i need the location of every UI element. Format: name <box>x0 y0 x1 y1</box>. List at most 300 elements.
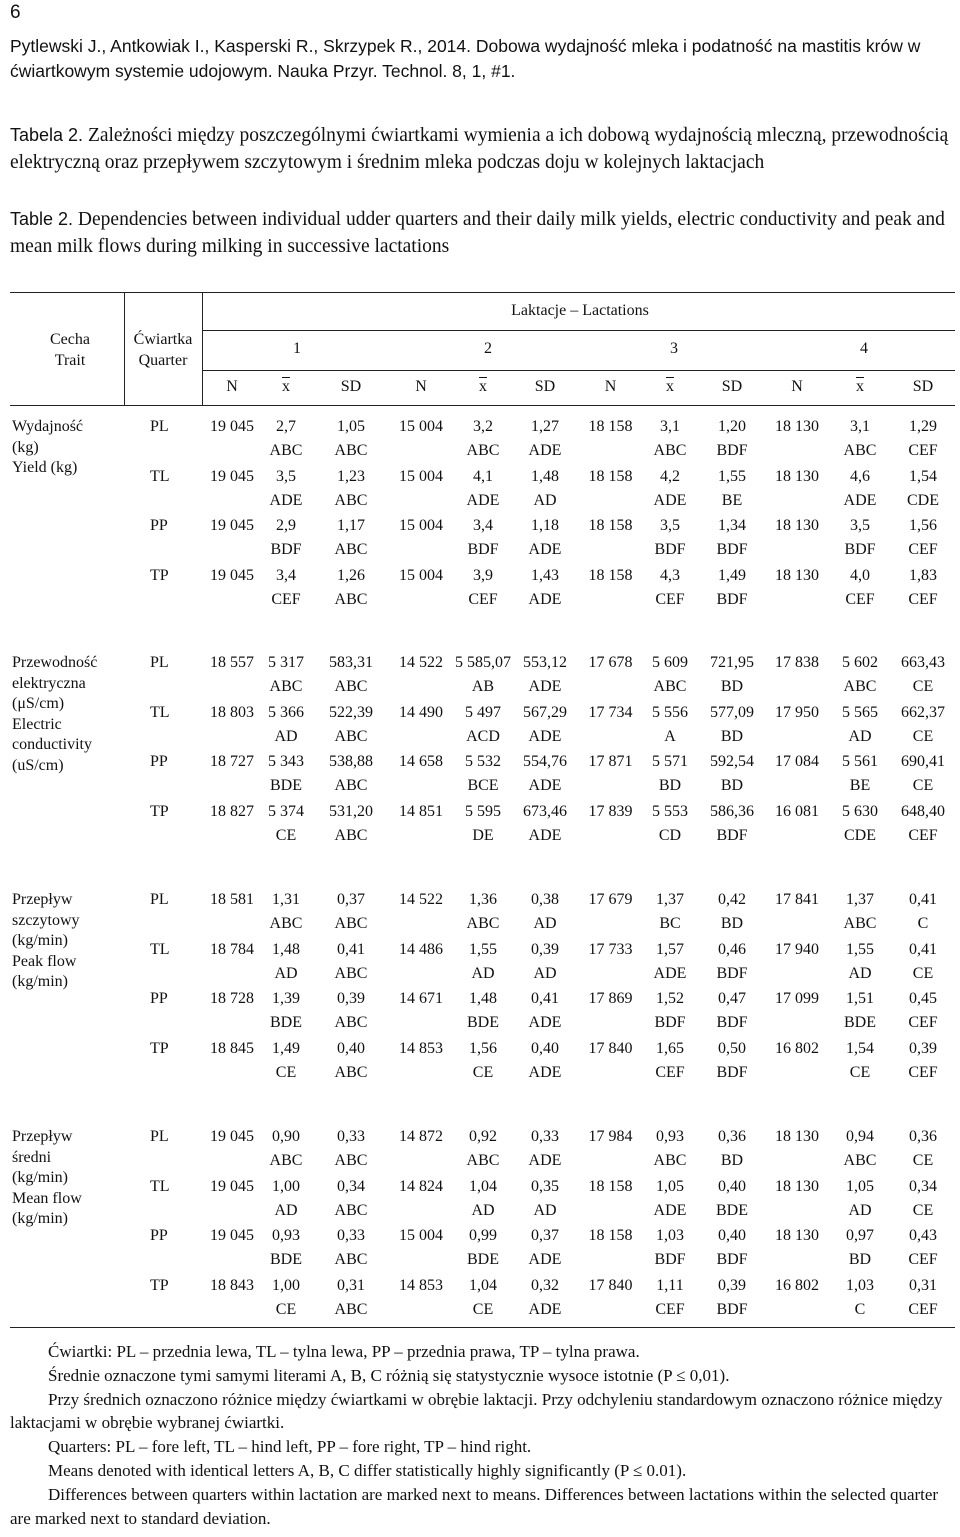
table-cell-letters: ABC <box>269 442 303 459</box>
table-cell-value: 648,40 <box>901 802 945 820</box>
table-cell-letters: CE <box>275 1300 297 1318</box>
table-cell-letters: BDE <box>270 1251 302 1268</box>
table-cell-letters: CEF <box>271 590 301 608</box>
table-cell-letters: CE <box>912 777 934 794</box>
table-cell-value: 17 678 <box>588 654 633 671</box>
table-cell-value: 15 004 <box>399 566 443 584</box>
table-cell-letters: BDF <box>654 541 686 558</box>
table-cell-value: 14 872 <box>399 1128 443 1145</box>
table-cell-value: 0,31 <box>909 1276 937 1294</box>
table-cell-value: 0,40 <box>531 1039 559 1057</box>
table-cell-letters: CEF <box>908 826 938 844</box>
table-cell-value: 18 130 <box>775 1128 819 1145</box>
table-cell-letters: ABC <box>843 678 877 695</box>
table-cell-value: 3,5 <box>850 517 870 534</box>
table-cell-letters: CEF <box>655 590 685 608</box>
table-cell-letters: ABC <box>466 1152 500 1169</box>
table-cell-value: 3,5 <box>660 517 680 534</box>
table-cell-value: 19 045 <box>210 517 254 534</box>
column-label: SD <box>912 378 934 395</box>
table-cell-value: 15 004 <box>399 467 443 485</box>
trait-label: elektryczna <box>12 674 86 692</box>
table-cell-letters: AD <box>274 727 298 745</box>
table-cell-value: 1,48 <box>531 467 559 485</box>
table-cell-value: 0,40 <box>718 1177 746 1195</box>
table-cell-letters: CE <box>912 727 934 745</box>
table-cell-value: 0,40 <box>718 1227 746 1244</box>
table-cell-letters: CEF <box>908 1251 938 1268</box>
footnote: Means denoted with identical letters A, B, C differ statistically highly significantly (P ≤ 0.01). <box>48 1460 687 1480</box>
table-cell-letters: AD <box>848 727 872 745</box>
table-cell-value: 0,93 <box>272 1227 300 1244</box>
column-label: SD <box>721 378 743 395</box>
quarter-label: TL <box>150 467 170 485</box>
table-cell-value: 1,11 <box>656 1276 684 1294</box>
table-cell-letters: CD <box>658 826 682 844</box>
table-cell-value: 662,37 <box>901 703 945 721</box>
column-label: N <box>604 378 617 395</box>
table-cell-letters: CEF <box>845 590 875 608</box>
table-cell-letters: BDF <box>654 1251 686 1268</box>
table-cell-value: 1,34 <box>718 517 746 534</box>
table-cell-letters: CEF <box>908 442 938 459</box>
footnote: Przy średnich oznaczono różnice między ćwiartkami w obrębie laktacji. Przy odchyleniu standardowym oznaczono różnice między laktacjami w obrębie wybranej ćwiartki. <box>10 1389 943 1433</box>
table-cell-letters: ABC <box>334 964 368 982</box>
table-cell-value: 18 130 <box>775 1177 819 1195</box>
lactation-numbers-rule <box>203 370 955 371</box>
quarter-label: PP <box>150 1227 168 1244</box>
table-cell-value: 1,36 <box>469 891 497 908</box>
table-cell-letters: BE <box>721 491 743 509</box>
table-cell-value: 18 130 <box>775 566 819 584</box>
table-cell-value: 5 556 <box>652 703 688 721</box>
table-cell-letters: BDE <box>844 1014 876 1031</box>
column-label: $\overline{x}$ <box>666 378 674 395</box>
table-cell-letters: BC <box>659 915 681 932</box>
table-cell-value: 0,41 <box>531 990 559 1007</box>
table-cell-letters: ABC <box>334 1014 368 1031</box>
table-cell-value: 14 671 <box>399 990 443 1007</box>
table-cell-value: 18 158 <box>588 418 633 435</box>
lactation-number: 2 <box>484 340 492 357</box>
footnotes <box>10 1340 955 1530</box>
table-cell-letters: BDF <box>716 1014 748 1031</box>
table-cell-letters: BD <box>720 1152 744 1169</box>
table-cell-letters: AD <box>533 964 557 982</box>
table-cell-letters: CE <box>912 1201 934 1219</box>
table-cell-value: 17 871 <box>588 753 633 770</box>
table-cell-letters: BD <box>720 777 744 794</box>
quarter-label: PL <box>150 418 169 435</box>
column-label: N <box>226 378 238 395</box>
table-cell-value: 0,36 <box>718 1128 746 1145</box>
trait-label: średni <box>12 1148 52 1166</box>
table-cell-letters: ABC <box>466 915 500 932</box>
table-cell-value: 1,43 <box>531 566 559 584</box>
table-cell-value: 592,54 <box>710 753 754 770</box>
table-cell-letters: CE <box>912 1152 934 1169</box>
table-cell-value: 0,41 <box>337 940 365 958</box>
table-cell-value: 5 366 <box>268 703 304 721</box>
table-cell-value: 538,88 <box>329 753 373 770</box>
table-cell-value: 3,4 <box>473 517 493 534</box>
table-cell-value: 1,27 <box>531 418 559 435</box>
header-trait-pl: Cecha <box>50 331 90 348</box>
table-cell-value: 4,0 <box>850 566 870 584</box>
table-cell-value: 5 532 <box>465 753 501 770</box>
quarter-label: TL <box>150 1177 170 1195</box>
quarter-label: TL <box>150 940 170 958</box>
table-cell-letters: AD <box>274 1201 298 1219</box>
trait-label: Yield (kg) <box>12 459 78 476</box>
table-cell-value: 1,05 <box>846 1177 874 1195</box>
table-cell-value: 0,90 <box>272 1128 300 1145</box>
caption-english-text: Dependencies between individual udder quarters and their daily milk yields, electric conductivity and peak and mean milk flows during milking in successive lactations <box>10 209 945 257</box>
quarter-label: PL <box>150 891 169 908</box>
table-cell-value: 522,39 <box>329 703 373 721</box>
table-cell-value: 0,32 <box>531 1276 559 1294</box>
table-cell-value: 18 158 <box>588 517 633 534</box>
table-cell-value: 1,54 <box>846 1039 874 1057</box>
table-cell-value: 18 727 <box>210 753 254 770</box>
table-cell-letters: BDE <box>270 777 302 794</box>
table-cell-letters: ADE <box>653 491 687 509</box>
table-cell-letters: ADE <box>843 491 877 509</box>
table-cell-value: 18 158 <box>588 1177 633 1195</box>
caption-english <box>10 206 955 260</box>
table-cell-letters: BDE <box>270 1014 302 1031</box>
table-cell-letters: C <box>854 1300 866 1318</box>
table-cell-value: 18 130 <box>775 517 819 534</box>
table-cell-letters: CE <box>472 1063 494 1081</box>
column-label: SD <box>340 378 362 395</box>
table-cell-letters: ADE <box>528 1300 562 1318</box>
table-cell-value: 0,33 <box>531 1128 559 1145</box>
table-cell-value: 1,83 <box>909 566 937 584</box>
table-cell-letters: ABC <box>269 678 303 695</box>
table-cell-value: 5 317 <box>268 654 304 671</box>
table-cell-value: 5 595 <box>465 802 501 820</box>
trait-label: szczytowy <box>12 911 80 929</box>
table-cell-value: 17 984 <box>588 1128 633 1145</box>
table-cell-value: 17 839 <box>588 802 633 820</box>
table-cell-value: 1,57 <box>656 940 684 958</box>
table-cell-value: 17 841 <box>775 891 819 908</box>
table-cell-value: 1,56 <box>469 1039 497 1057</box>
quarter-label: TP <box>150 566 169 584</box>
table-cell-value: 17 840 <box>588 1276 633 1294</box>
table-cell-value: 1,04 <box>469 1276 497 1294</box>
table-cell-value: 0,47 <box>718 990 746 1007</box>
table-cell-value: 3,2 <box>473 418 493 435</box>
table-cell-value: 0,36 <box>909 1128 937 1145</box>
table-cell-letters: BDF <box>654 1014 686 1031</box>
table-cell-value: 19 045 <box>210 467 254 485</box>
caption-polish-label: Tabela 2. <box>10 125 84 145</box>
table-cell-value: 1,05 <box>337 418 365 435</box>
table-cell-value: 1,18 <box>531 517 559 534</box>
trait-label: Electric <box>12 715 62 733</box>
table-top-rule <box>10 292 955 293</box>
table-cell-letters: ABC <box>843 1152 877 1169</box>
table-cell-letters: ABC <box>334 442 368 459</box>
table-cell-letters: BDF <box>467 541 499 558</box>
table-cell-value: 0,39 <box>909 1039 937 1057</box>
table-cell-value: 4,1 <box>473 467 493 485</box>
table-cell-letters: ABC <box>334 777 368 794</box>
table-cell-value: 18 158 <box>588 467 633 485</box>
table-cell-value: 15 004 <box>399 418 443 435</box>
table-cell-letters: ADE <box>466 491 500 509</box>
table-cell-letters: ABC <box>334 1152 368 1169</box>
table-cell-letters: ABC <box>653 1152 687 1169</box>
table-cell-value: 553,12 <box>523 654 567 671</box>
quarter-label: PP <box>150 517 168 534</box>
table-cell-value: 0,93 <box>656 1128 684 1145</box>
quarter-label: TP <box>150 1276 169 1294</box>
table-cell-value: 0,40 <box>337 1039 365 1057</box>
table-cell-letters: ADE <box>528 1063 562 1081</box>
table-cell-value: 0,39 <box>531 940 559 958</box>
table-cell-letters: BDE <box>467 1251 499 1268</box>
table-cell-value: 17 099 <box>775 990 819 1007</box>
table-cell-letters: ABC <box>334 727 368 745</box>
table-cell-value: 14 851 <box>399 802 443 820</box>
trait-label: (kg/min) <box>12 1210 68 1227</box>
table-cell-value: 18 557 <box>210 654 254 671</box>
table-cell-value: 0,41 <box>909 940 937 958</box>
table-cell-letters: BD <box>658 777 682 794</box>
table-cell-letters: ADE <box>528 826 562 844</box>
table-cell-value: 0,92 <box>469 1128 497 1145</box>
table-cell-letters: BDF <box>716 541 748 558</box>
table-cell-letters: ADE <box>528 1251 562 1268</box>
table-cell-value: 1,20 <box>718 418 746 435</box>
table-cell-value: 18 784 <box>210 940 254 958</box>
table-cell-value: 0,39 <box>718 1276 746 1294</box>
table-cell-value: 5 585,07 <box>455 654 511 671</box>
trait-label: (uS/cm) <box>12 756 64 774</box>
trait-label: Przepływ <box>12 891 73 908</box>
table-cell-value: 5 553 <box>652 802 688 820</box>
table-cell-letters: ABC <box>653 678 687 695</box>
table-cell-value: 14 658 <box>399 753 443 770</box>
table-cell-value: 18 130 <box>775 418 819 435</box>
trait-label: Przewodność <box>12 654 98 671</box>
table-cell-letters: ADE <box>528 541 562 558</box>
table-cell-value: 0,37 <box>531 1227 559 1244</box>
table-cell-letters: ABC <box>653 442 687 459</box>
table-cell-letters: DE <box>472 826 494 844</box>
table-cell-letters: CE <box>912 964 934 982</box>
table-cell-value: 14 522 <box>399 891 443 908</box>
table-cell-letters: ADE <box>653 964 687 982</box>
table-cell-letters: AD <box>848 964 872 982</box>
table-cell-letters: CDE <box>907 491 939 509</box>
table-cell-value: 1,37 <box>656 891 684 908</box>
table-cell-value: 1,37 <box>846 891 874 908</box>
table-cell-value: 4,3 <box>660 566 680 584</box>
table-cell-letters: BDF <box>270 541 302 558</box>
table-cell-letters: ABC <box>334 1300 368 1318</box>
table-cell-letters: ABC <box>334 678 368 695</box>
table-cell-value: 0,43 <box>909 1227 937 1244</box>
table-cell-letters: CE <box>849 1063 871 1081</box>
table-cell-value: 14 522 <box>399 654 443 671</box>
table-cell-value: 17 869 <box>588 990 633 1007</box>
trait-label: Wydajność <box>12 418 84 435</box>
table-cell-value: 1,39 <box>272 990 300 1007</box>
table-cell-value: 0,37 <box>337 891 365 908</box>
page-number: 6 <box>10 2 21 23</box>
table-cell-value: 0,39 <box>337 990 365 1007</box>
table-cell-letters: BD <box>720 727 744 745</box>
table-cell-value: 0,33 <box>337 1128 365 1145</box>
table-cell-letters: ABC <box>269 1152 303 1169</box>
table-cell-value: 17 734 <box>588 703 633 721</box>
table-cell-value: 0,94 <box>846 1128 874 1145</box>
table-cell-value: 1,51 <box>846 990 874 1007</box>
table-cell-letters: ADE <box>528 777 562 794</box>
table-cell-letters: AD <box>848 1201 872 1219</box>
table-cell-letters: CE <box>275 826 297 844</box>
table-cell-letters: BDF <box>716 826 748 844</box>
quarter-label: PP <box>150 753 168 770</box>
table-cell-value: 0,38 <box>531 891 559 908</box>
table-cell-value: 5 497 <box>465 703 501 721</box>
table-cell-letters: AD <box>533 491 557 509</box>
footnote: Quarters: PL – fore left, TL – hind left, PP – fore right, TP – hind right. <box>48 1437 532 1457</box>
table-cell-letters: BDE <box>716 1201 748 1219</box>
table-cell-value: 1,65 <box>656 1039 684 1057</box>
footnote: Differences between quarters within lactation are marked next to means. Differences between lactations within the selected quarter are marked next to standard deviation. <box>10 1484 939 1528</box>
table-cell-value: 18 158 <box>588 566 633 584</box>
table-cell-value: 4,2 <box>660 467 680 485</box>
table-cell-letters: BDF <box>716 1251 748 1268</box>
table-cell-value: 18 827 <box>210 802 254 820</box>
table-cell-letters: ABC <box>334 590 368 608</box>
table-cell-letters: AD <box>533 1201 557 1219</box>
table-cell-letters: CEF <box>908 590 938 608</box>
table-cell-letters: CEF <box>655 1300 685 1318</box>
table-cell-value: 1,05 <box>656 1177 684 1195</box>
table-cell-value: 15 004 <box>399 517 443 534</box>
column-label: N <box>415 378 427 395</box>
table-cell-value: 1,52 <box>656 990 684 1007</box>
header-lactations: Laktacje – Lactations <box>511 302 649 319</box>
table-cell-value: 3,1 <box>850 418 870 435</box>
table-cell-letters: ABC <box>466 442 500 459</box>
trait-label: (kg/min) <box>12 1169 68 1186</box>
table-cell-letters: ABC <box>334 1251 368 1268</box>
table-cell-value: 1,29 <box>909 418 937 435</box>
table-cell-value: 721,95 <box>710 654 754 671</box>
table-cell-value: 1,03 <box>656 1227 684 1244</box>
header-quarter-en: Quarter <box>138 352 188 369</box>
table-cell-value: 17 679 <box>588 891 633 908</box>
table-cell-value: 4,6 <box>850 467 870 485</box>
table-cell-value: 14 824 <box>399 1177 443 1195</box>
table-cell-value: 18 843 <box>210 1276 254 1294</box>
trait-label: (kg) <box>12 438 39 456</box>
quarter-label: PL <box>150 654 169 671</box>
table-cell-value: 586,36 <box>710 802 754 820</box>
table-cell-value: 5 571 <box>652 753 688 770</box>
table-cell-value: 1,49 <box>272 1039 300 1057</box>
table-cell-letters: BD <box>720 915 744 932</box>
table-cell-value: 17 950 <box>775 703 819 721</box>
table-cell-letters: ABC <box>843 442 877 459</box>
table-cell-letters: ADE <box>269 491 303 509</box>
table-cell-letters: CEF <box>908 541 938 558</box>
table-cell-value: 19 045 <box>210 418 254 435</box>
quarter-label: PL <box>150 1128 169 1145</box>
trait-label: (μS/cm) <box>12 695 65 712</box>
table-cell-value: 1,55 <box>718 467 746 485</box>
table-cell-letters: BCE <box>467 777 499 794</box>
lactation-number: 3 <box>670 340 678 357</box>
table-cell-letters: ADE <box>528 727 562 745</box>
table-cell-value: 1,48 <box>272 940 300 958</box>
table-cell-value: 15 004 <box>399 1227 443 1244</box>
header-trait-en: Trait <box>54 352 86 369</box>
table-cell-value: 18 728 <box>210 990 254 1007</box>
table-cell-letters: AD <box>533 915 557 932</box>
table-cell-value: 0,45 <box>909 990 937 1007</box>
table-cell-value: 18 845 <box>210 1039 254 1057</box>
table-cell-letters: BD <box>848 1251 872 1268</box>
table-cell-letters: ABC <box>334 915 368 932</box>
table-cell-letters: AD <box>274 964 298 982</box>
column-label: $\overline{x}$ <box>282 378 290 395</box>
table-cell-letters: ABC <box>843 915 877 932</box>
table-cell-letters: CEF <box>655 1063 685 1081</box>
table-cell-value: 577,09 <box>710 703 754 721</box>
table-cell-value: 3,4 <box>276 566 296 584</box>
table-cell-value: 19 045 <box>210 1177 254 1195</box>
table-cell-value: 5 602 <box>842 654 878 671</box>
table-cell-value: 1,48 <box>469 990 497 1007</box>
caption-polish <box>10 122 955 176</box>
table-cell-value: 583,31 <box>329 654 373 671</box>
footnote: Średnie oznaczone tymi samymi literami A, B, C różnią się statystycznie wysoce istotnie (P ≤ 0,01). <box>48 1365 730 1385</box>
table-cell-value: 1,54 <box>909 467 937 485</box>
table-cell-value: 531,20 <box>329 802 373 820</box>
table-cell-value: 16 081 <box>775 802 819 820</box>
table-cell-value: 17 838 <box>775 654 819 671</box>
header-bottom-rule <box>10 405 955 406</box>
table-cell-value: 1,23 <box>337 467 365 485</box>
table-cell-letters: CEF <box>908 1300 938 1318</box>
table-cell-value: 3,5 <box>276 467 296 485</box>
table-cell-value: 18 581 <box>210 891 254 908</box>
quarter-label: TL <box>150 703 170 721</box>
table-cell-value: 1,17 <box>337 517 365 534</box>
trait-label: Przepływ <box>12 1128 73 1145</box>
lactation-number: 1 <box>293 340 301 357</box>
table-cell-value: 17 940 <box>775 940 819 958</box>
table-cell-letters: ADE <box>528 1152 562 1169</box>
table-cell-value: 17 840 <box>588 1039 633 1057</box>
table-cell-value: 5 609 <box>652 654 688 671</box>
table-cell-value: 14 853 <box>399 1039 443 1057</box>
table-cell-value: 14 853 <box>399 1276 443 1294</box>
table-cell-value: 0,41 <box>909 891 937 908</box>
lactation-number: 4 <box>860 340 868 357</box>
table-cell-letters: ADE <box>653 1201 687 1219</box>
table-cell-letters: ADE <box>528 442 562 459</box>
table-cell-value: 5 343 <box>268 753 304 770</box>
